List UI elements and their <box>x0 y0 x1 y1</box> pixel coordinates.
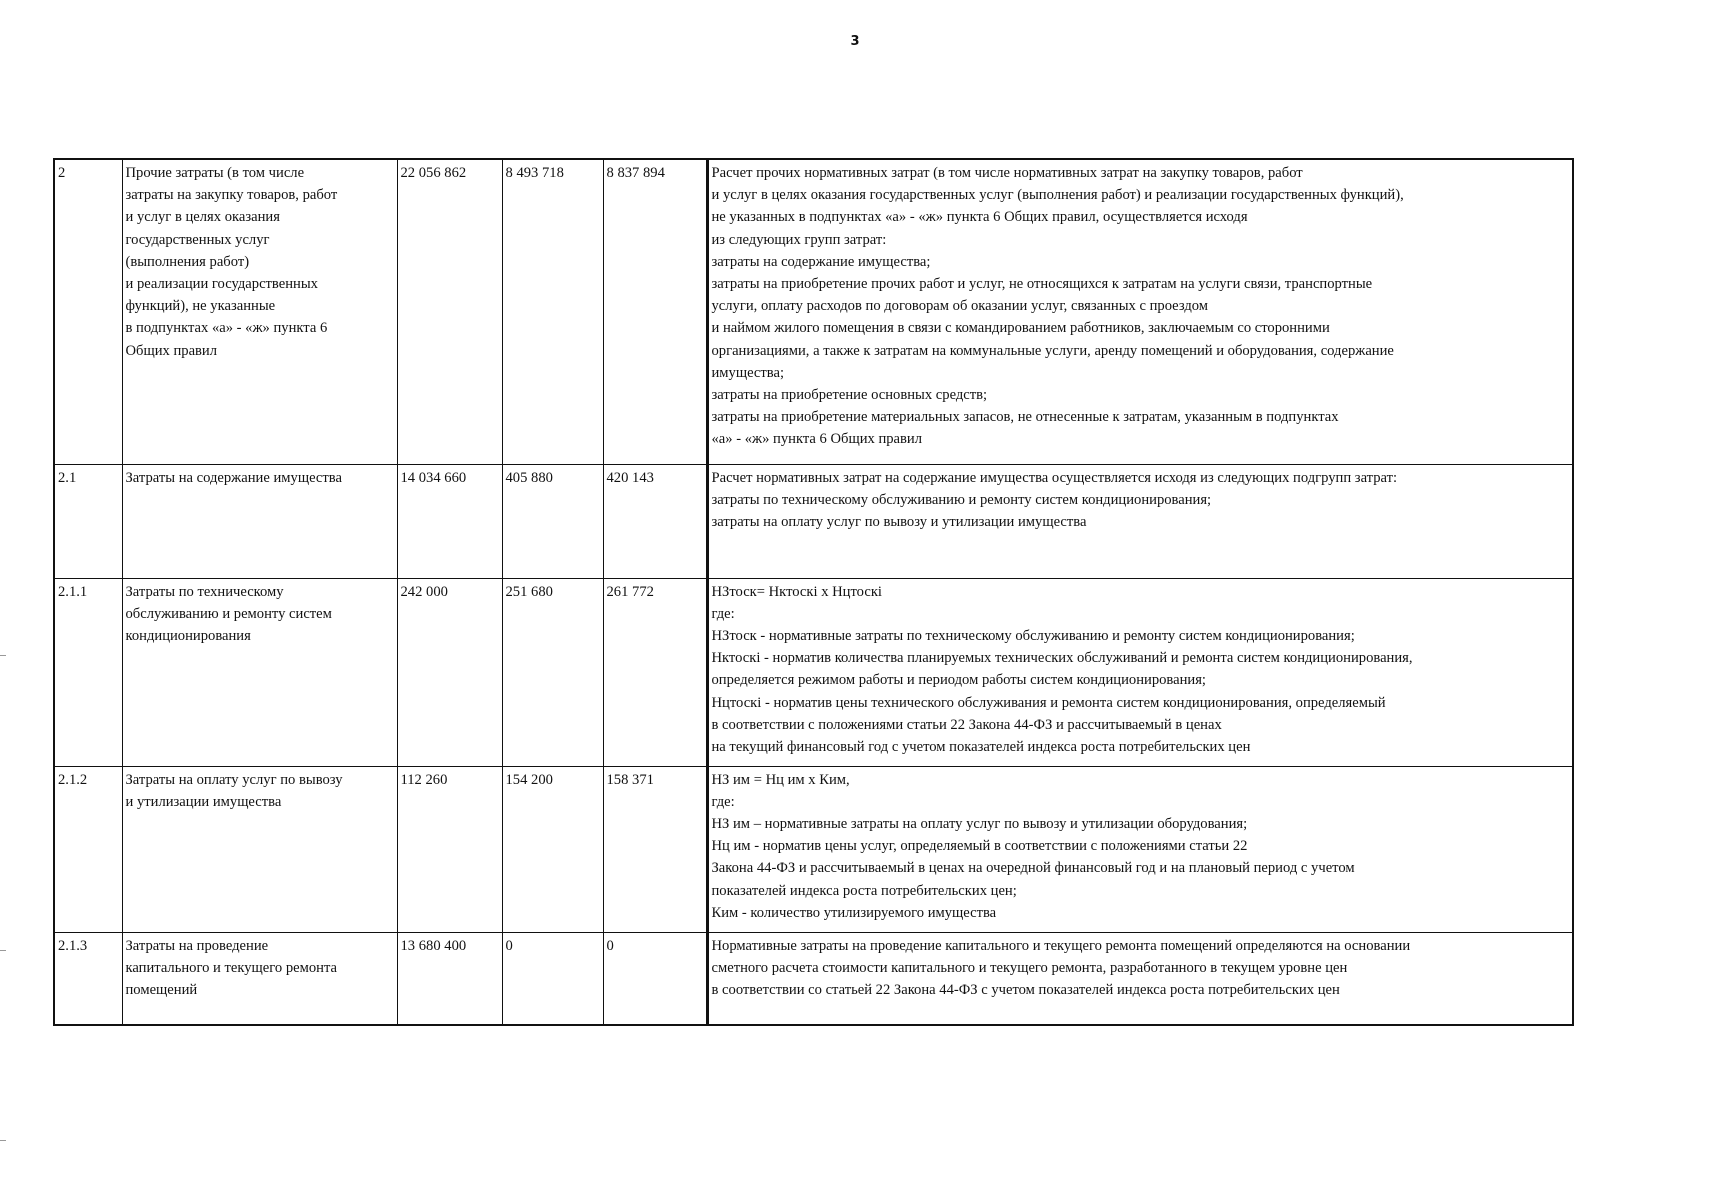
row-code: 2.1.2 <box>54 766 122 932</box>
row-description-line: имущества; <box>711 364 785 381</box>
row-name-line: Затраты на проведение <box>125 937 269 954</box>
row-description <box>707 159 1573 464</box>
page-number: 3 <box>850 34 860 49</box>
cost-norms-table <box>53 158 1574 1026</box>
row-value-3: 158 371 <box>603 766 707 932</box>
row-name <box>122 159 397 464</box>
row-description-line: где: <box>711 605 735 622</box>
row-description <box>707 578 1573 766</box>
row-description-line: затраты на оплату услуг по вывозу и утилизации имущества <box>711 513 1087 530</box>
row-description-line: затраты на приобретение прочих работ и услуг, не относящихся к затратам на услуги связи, транспортные <box>711 276 1373 293</box>
row-name-line: в подпунктах «а» - «ж» пункта 6 <box>125 320 328 337</box>
row-value-1: 22 056 862 <box>397 159 502 464</box>
row-value-3: 261 772 <box>603 578 707 766</box>
row-name <box>122 464 397 578</box>
row-description-line: услуги, оплату расходов по договорам об оказании услуг, связанных с проездом <box>711 298 1209 315</box>
row-value-2: 8 493 718 <box>502 159 603 464</box>
row-name-line: обслуживанию и ремонту систем <box>125 605 332 622</box>
row-description-line: не указанных в подпунктах «а» - «ж» пункта 6 Общих правил, осуществляется исходя <box>711 209 1248 226</box>
row-name-line: и услуг в целях оказания <box>125 209 280 226</box>
scan-margin-mark <box>0 1140 6 1141</box>
row-name-line: и утилизации имущества <box>125 793 282 810</box>
table-row <box>54 159 1573 464</box>
row-value-2: 405 880 <box>502 464 603 578</box>
row-description-line: Ким - количество утилизируемого имущества <box>711 904 997 921</box>
row-value-1: 112 260 <box>397 766 502 932</box>
row-name-line: Затраты на содержание имущества <box>125 469 342 486</box>
row-name-line: Общих правил <box>125 342 218 359</box>
row-value-1: 242 000 <box>397 578 502 766</box>
row-value-1: 14 034 660 <box>397 464 502 578</box>
row-code: 2.1.1 <box>54 578 122 766</box>
scan-margin-mark <box>0 950 6 951</box>
row-name-line: Прочие затраты (в том числе <box>125 165 305 181</box>
row-description-line: в соответствии со статьей 22 Закона 44-ФЗ с учетом показателей индекса роста потребительских цен <box>711 981 1340 998</box>
row-description-line: Расчет нормативных затрат на содержание имущества осуществляется исходя из следующих подгрупп затрат: <box>711 469 1398 486</box>
row-description-line: сметного расчета стоимости капитального и текущего ремонта, разработанного в текущем уровне цен <box>711 959 1348 976</box>
row-value-3: 0 <box>603 932 707 1025</box>
row-name-line: Затраты по техническому <box>125 583 284 600</box>
row-value-3: 420 143 <box>603 464 707 578</box>
row-description-line: затраты по техническому обслуживанию и ремонту систем кондиционирования; <box>711 491 1212 508</box>
row-description <box>707 766 1573 932</box>
row-description <box>707 932 1573 1025</box>
table-row <box>54 932 1573 1025</box>
row-description-line: Нц им - норматив цены услуг, определяемый в соответствии с положениями статьи 22 <box>711 838 1248 855</box>
scan-margin-mark <box>0 655 6 656</box>
row-description-line: и услуг в целях оказания государственных услуг (выполнения работ) и реализации государственных функций), <box>711 187 1404 204</box>
table-row <box>54 464 1573 578</box>
row-code: 2.1.3 <box>54 932 122 1025</box>
row-name-line: (выполнения работ) <box>125 253 250 270</box>
row-description-line: где: <box>711 793 735 810</box>
row-description-line: Нктоскі - норматив количества планируемых технических обслуживаний и ремонта систем кондиционирования, <box>711 650 1413 667</box>
row-description-line: НЗтоск - нормативные затраты по техническому обслуживанию и ремонту систем кондиционирования; <box>711 627 1355 644</box>
row-value-3: 8 837 894 <box>603 159 707 464</box>
row-value-1: 13 680 400 <box>397 932 502 1025</box>
row-description-line: Закона 44-ФЗ и рассчитываемый в ценах на очередной финансовый год и на плановый период с учетом <box>711 860 1355 877</box>
row-description-line: «а» - «ж» пункта 6 Общих правил <box>711 431 923 448</box>
row-code: 2.1 <box>54 464 122 578</box>
row-name-line: капитального и текущего ремонта <box>125 959 337 976</box>
row-description-line: организациями, а также к затратам на коммунальные услуги, аренду помещений и оборудования, содержание <box>711 342 1394 359</box>
table-row <box>54 578 1573 766</box>
row-name-line: государственных услуг <box>125 231 270 248</box>
row-value-2: 154 200 <box>502 766 603 932</box>
row-name <box>122 766 397 932</box>
row-description-line: НЗ им = Нц им х Ким, <box>711 771 850 788</box>
row-code: 2 <box>54 159 122 464</box>
row-description-line: из следующих групп затрат: <box>711 231 887 248</box>
row-description-line: на текущий финансовый год с учетом показателей индекса роста потребительских цен <box>711 738 1251 755</box>
row-name-line: функций), не указанные <box>125 298 276 315</box>
row-value-2: 0 <box>502 932 603 1025</box>
row-description-line: затраты на содержание имущества; <box>711 253 931 270</box>
row-description-line: НЗтоск= Нктоскі х Нцтоскі <box>711 583 882 600</box>
row-name-line: и реализации государственных <box>125 276 318 293</box>
row-name <box>122 578 397 766</box>
row-name-line: затраты на закупку товаров, работ <box>125 187 338 204</box>
row-description-line: и наймом жилого помещения в связи с командированием работников, заключаемым со сторонними <box>711 320 1330 337</box>
row-description-line: показателей индекса роста потребительских цен; <box>711 882 1017 899</box>
row-name-line: Затраты на оплату услуг по вывозу <box>125 771 343 788</box>
row-name-line: помещений <box>125 981 198 998</box>
row-description-line: затраты на приобретение материальных запасов, не отнесенные к затратам, указанным в подпунктах <box>711 409 1339 426</box>
row-description-line: Расчет прочих нормативных затрат (в том числе нормативных затрат на закупку товаров, работ <box>711 165 1303 181</box>
row-description-line: Нормативные затраты на проведение капитального и текущего ремонта помещений определяются на основании <box>711 937 1411 954</box>
row-name-line: кондиционирования <box>125 627 251 644</box>
row-description-line: в соответствии с положениями статьи 22 Закона 44-ФЗ и рассчитываемый в ценах <box>711 716 1222 733</box>
row-value-2: 251 680 <box>502 578 603 766</box>
table-row <box>54 766 1573 932</box>
row-description-line: затраты на приобретение основных средств; <box>711 387 988 404</box>
row-description-line: НЗ им – нормативные затраты на оплату услуг по вывозу и утилизации оборудования; <box>711 815 1248 832</box>
row-name <box>122 932 397 1025</box>
row-description-line: Нцтоскі - норматив цены технического обслуживания и ремонта систем кондиционирования, определяемый <box>711 694 1386 711</box>
row-description <box>707 464 1573 578</box>
row-description-line: определяется режимом работы и периодом работы систем кондиционирования; <box>711 672 1206 689</box>
